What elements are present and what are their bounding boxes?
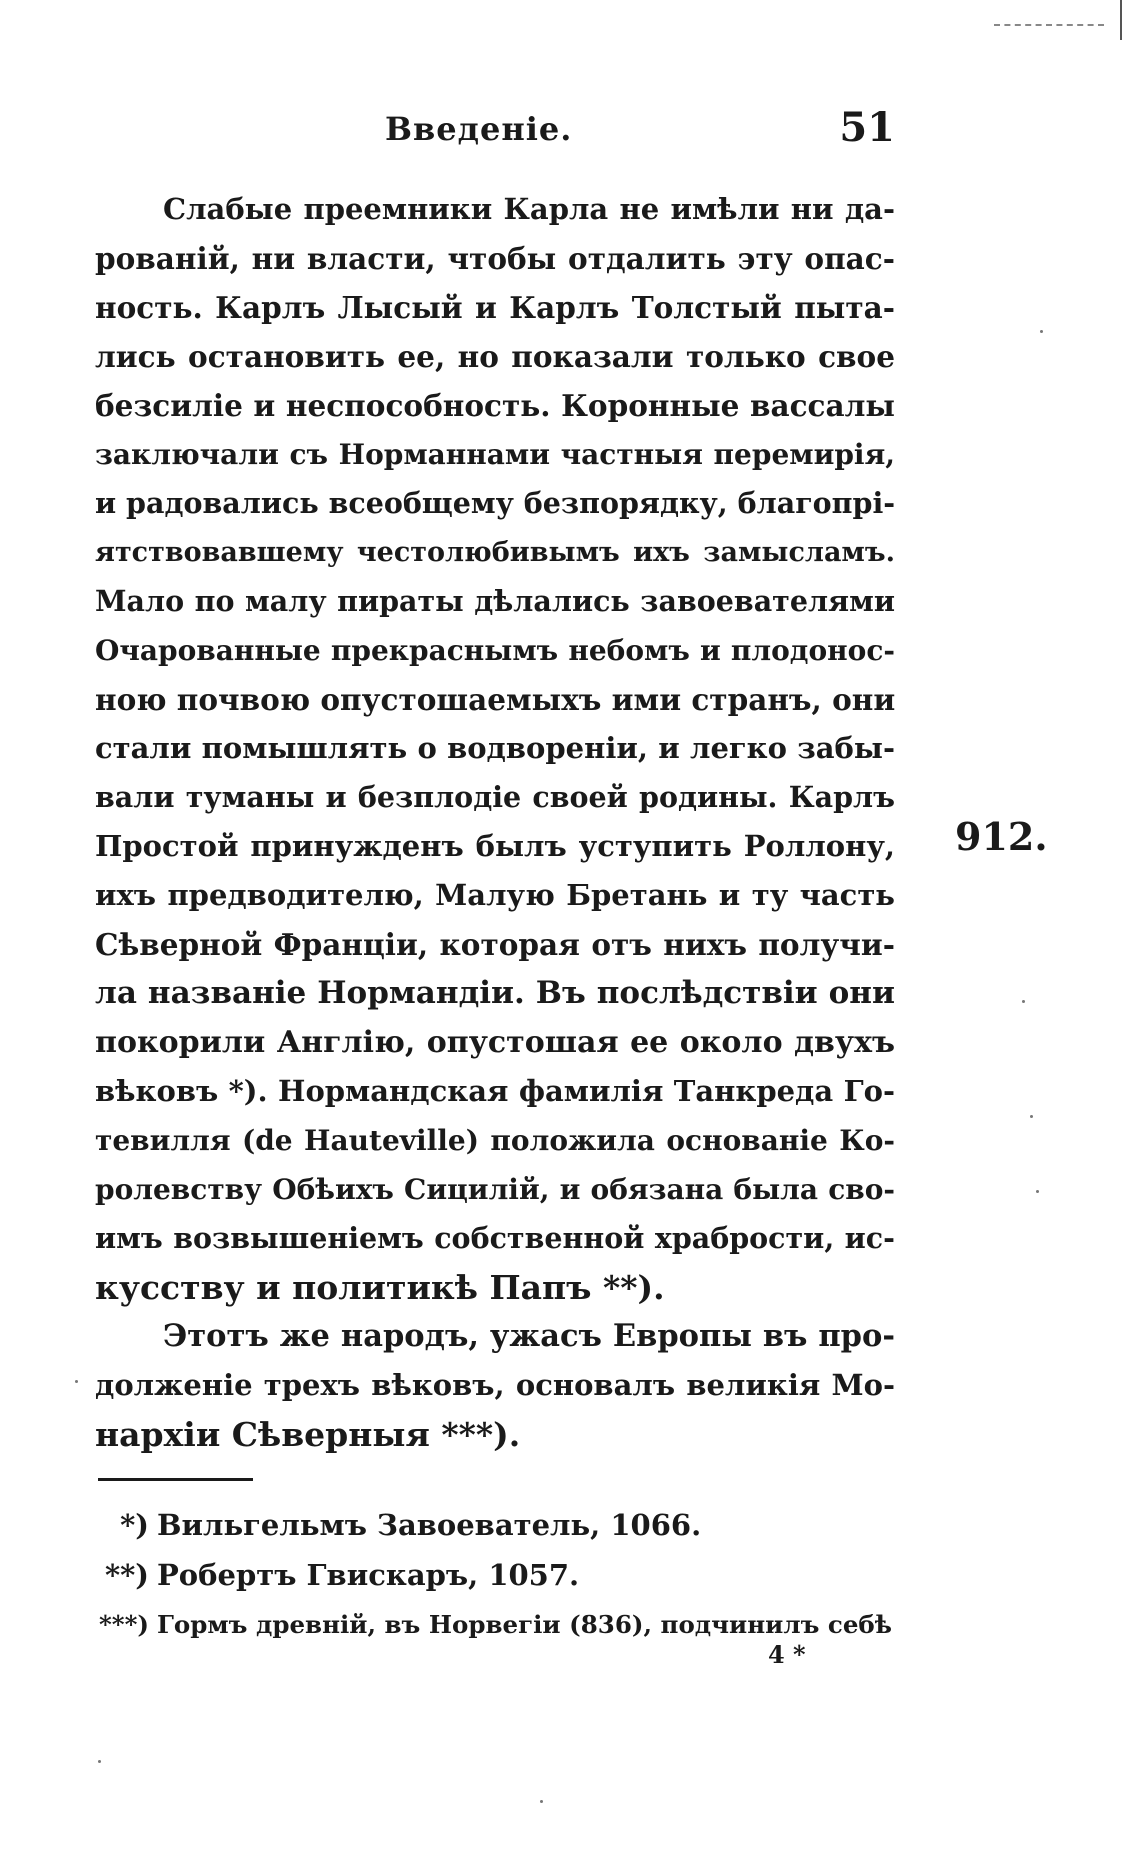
text-line: заключали съ Норманнами частныя перемирія, <box>95 438 895 471</box>
footnote-mark: *) <box>120 1508 149 1542</box>
text-line: Простой принужденъ былъ уступить Роллону, <box>95 829 895 863</box>
print-speck <box>1036 1190 1039 1193</box>
footnote-2 <box>95 1550 895 1600</box>
footnote-rule <box>98 1478 253 1481</box>
text-line: ролевству Обѣихъ Сицилій, и обязана была сво- <box>95 1173 895 1206</box>
margin-year-note: 912. <box>955 814 1048 859</box>
footnote-mark: **) <box>104 1558 149 1592</box>
text-line: безсиліе и неспособность. Коронные вассалы <box>95 388 895 423</box>
signature-mark: 4 * <box>768 1640 806 1669</box>
text-line: ла названіе Нормандіи. Въ послѣдствіи они <box>95 975 895 1011</box>
page-edge-line <box>1120 0 1122 40</box>
text-line: лись остановить ее, но показали только свое <box>95 339 895 374</box>
page-edge-dash <box>994 24 1104 26</box>
body-text <box>95 185 895 1459</box>
text-line: Мало по малу пираты дѣлались завоевателями <box>95 584 895 618</box>
text-line: стали помышлять о водвореніи, и легко забы- <box>95 731 895 765</box>
print-speck <box>1040 330 1043 333</box>
text-line: тевилля (de Hauteville) положила основаніе Ко- <box>95 1124 895 1157</box>
print-speck <box>98 1760 101 1763</box>
print-speck <box>1030 1115 1033 1118</box>
print-speck <box>75 1380 78 1383</box>
text-line: долженіе трехъ вѣковъ, основалъ великія Мо- <box>95 1368 895 1402</box>
footnote-text: Робертъ Гвискаръ, 1057. <box>157 1558 580 1592</box>
footnote-text: Гормъ древній, въ Норвегіи (836), подчинилъ себѣ <box>157 1610 892 1639</box>
text-line: Этотъ же народъ, ужасъ Европы въ про- <box>163 1318 895 1354</box>
running-head <box>385 104 895 160</box>
text-line: покорили Англію, опустошая ее около двухъ <box>95 1025 895 1060</box>
print-speck <box>540 1800 543 1803</box>
text-line: ихъ предводителю, Малую Бретань и ту часть <box>95 878 895 912</box>
footnote-mark: ***) <box>98 1610 149 1639</box>
text-line: Сѣверной Франціи, которая отъ нихъ получи- <box>95 927 895 962</box>
text-line: имъ возвышеніемъ собственной храбрости, ис- <box>95 1221 895 1255</box>
text-line: вали туманы и безплодіе своей родины. Карлъ <box>95 780 895 814</box>
text-line: Очарованные прекраснымъ небомъ и плодонос- <box>95 634 895 667</box>
text-line: ность. Карлъ Лысый и Карлъ Толстый пыта- <box>95 290 895 325</box>
running-head-title: Введеніе. <box>385 110 573 148</box>
text-line: кусству и политикѣ Папъ **). <box>95 1268 665 1307</box>
footnotes <box>95 1500 895 1650</box>
page-number: 51 <box>839 104 895 151</box>
text-line: ятствовавшему честолюбивымъ ихъ замысламъ. <box>95 537 895 568</box>
text-line: Слабые преемники Карла не имѣли ни да- <box>163 192 895 226</box>
text-line: вѣковъ *). Нормандская фамилія Танкреда Го- <box>95 1074 895 1108</box>
text-line: рованій, ни власти, чтобы отдалить эту опас- <box>95 241 895 276</box>
text-line: ною почвою опустошаемыхъ ими странъ, они <box>95 682 896 717</box>
text-line: и радовались всеобщему безпорядку, благопрі- <box>95 486 896 520</box>
footnote-text: Вильгельмъ Завоеватель, 1066. <box>157 1508 702 1542</box>
print-speck <box>1022 1000 1025 1003</box>
footnote-1 <box>95 1500 895 1550</box>
text-line: нархіи Сѣверныя ***). <box>95 1415 521 1454</box>
